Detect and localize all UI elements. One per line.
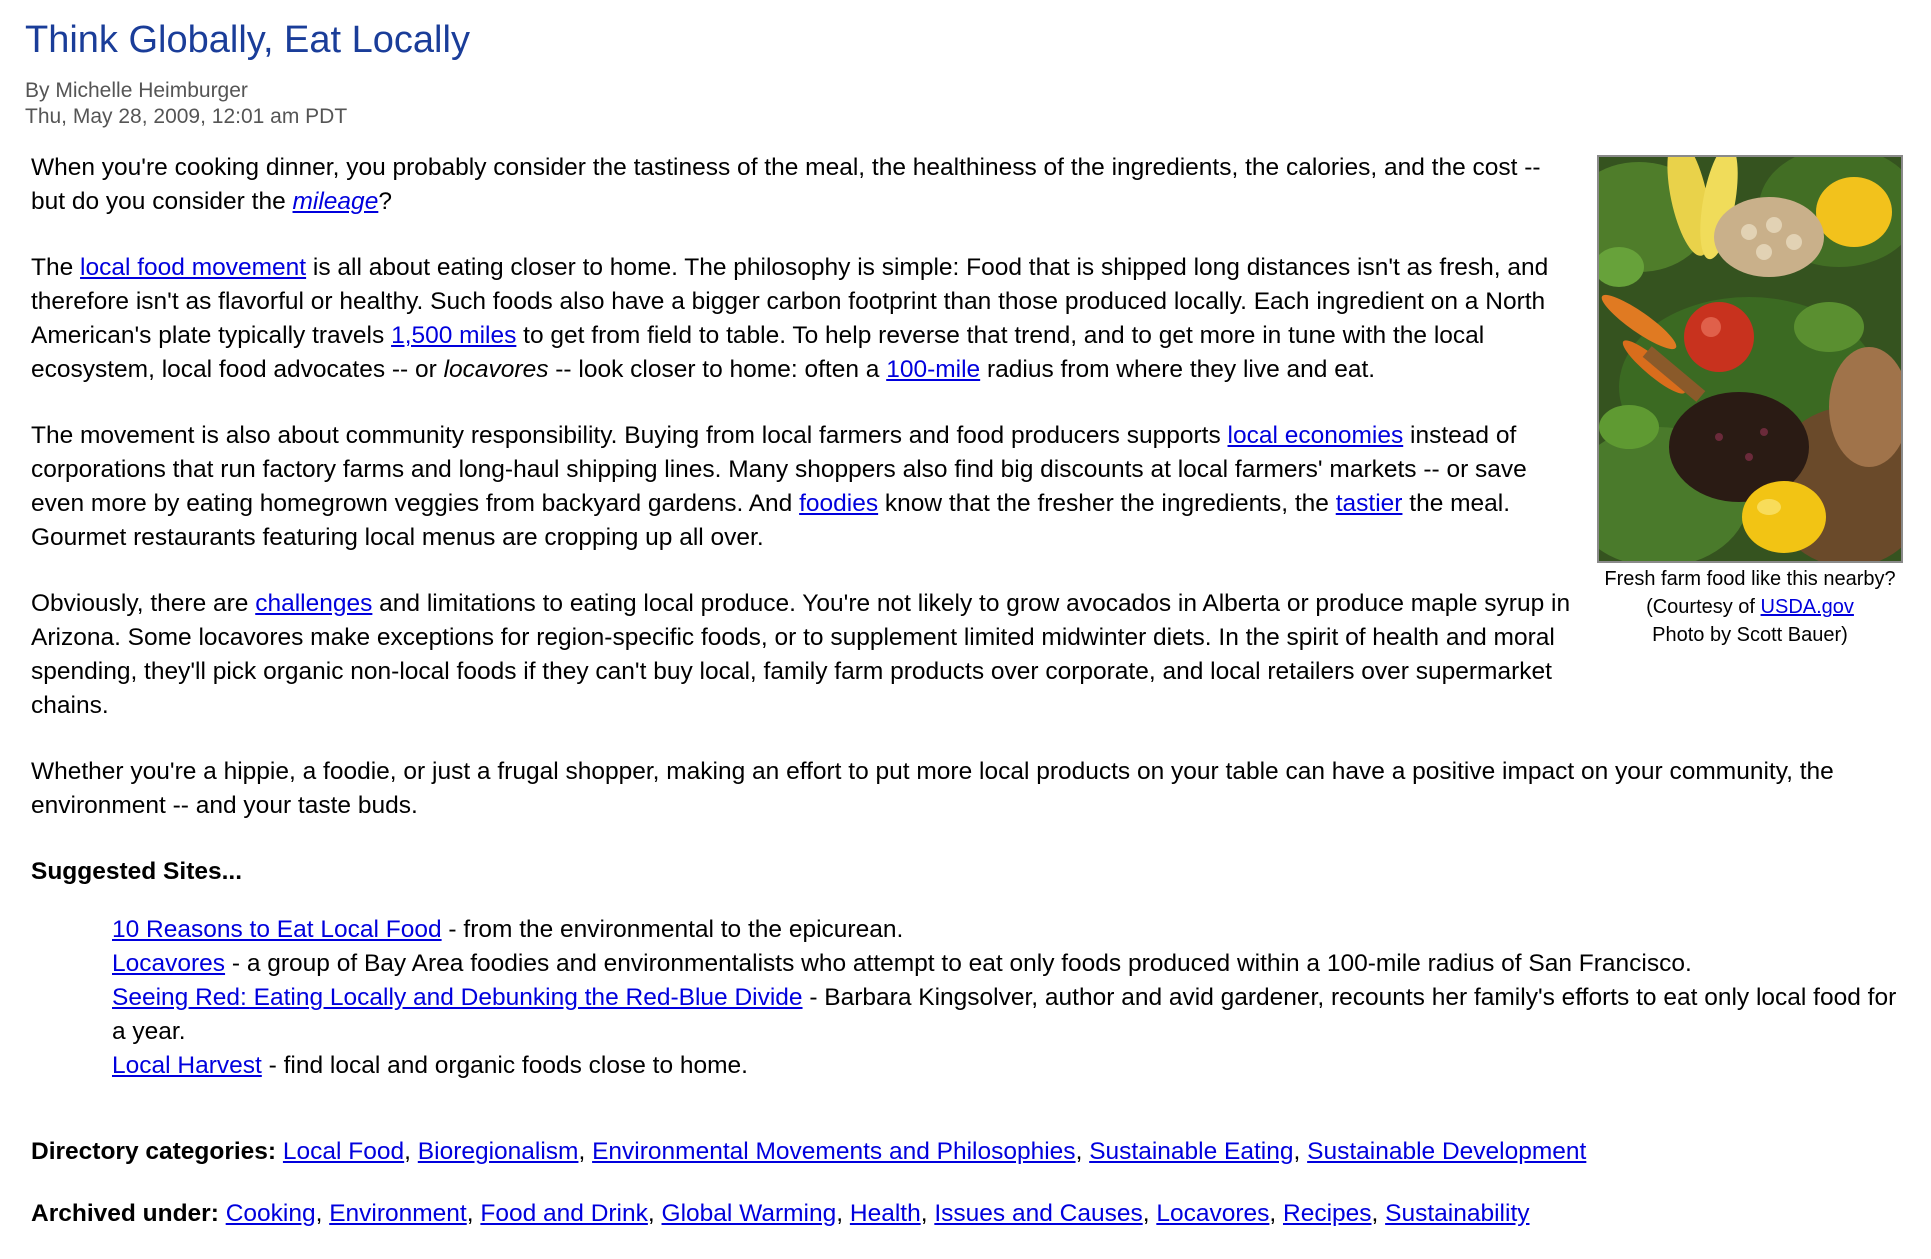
photo-caption-line2: [1589, 593, 1911, 621]
link-separator: ,: [836, 1200, 850, 1227]
photo-figure: [1589, 155, 1911, 649]
suggested-sites-list: [112, 913, 1911, 1083]
link-separator: ,: [466, 1200, 481, 1227]
link-separator: ,: [920, 1200, 935, 1227]
list-item: [112, 947, 1911, 981]
archive-category-link[interactable]: Health: [849, 1200, 921, 1227]
link-separator: ,: [1142, 1200, 1157, 1227]
archive-category-link[interactable]: Cooking: [225, 1200, 316, 1227]
directory-category-link[interactable]: Local Food: [282, 1138, 405, 1165]
directory-links: [283, 1138, 1586, 1165]
site-description: - find local and organic foods close to home.: [261, 1052, 748, 1079]
list-item: [112, 1049, 1911, 1083]
suggested-site-link[interactable]: Seeing Red: Eating Locally and Debunking the Red-Blue Divide: [112, 984, 803, 1011]
text: the meal. Gourmet restaurants featuring local menus are cropping up all over.: [31, 490, 1511, 551]
link-separator: ,: [404, 1138, 418, 1165]
suggested-site-link[interactable]: Local Harvest: [112, 1052, 262, 1079]
local-economies-link[interactable]: local economies: [1227, 422, 1404, 449]
archive-category-link[interactable]: Environment: [329, 1200, 467, 1227]
text: The: [31, 254, 81, 281]
suggested-site-link[interactable]: 10 Reasons to Eat Local Food: [112, 916, 442, 943]
archive-category-link[interactable]: Food and Drink: [480, 1200, 648, 1227]
text: The movement is also about community responsibility. Buying from local farmers and food producers supports: [31, 422, 1228, 449]
archive-category-link[interactable]: Issues and Causes: [934, 1200, 1143, 1227]
archive-category-link[interactable]: Locavores: [1156, 1200, 1270, 1227]
link-separator: ,: [1293, 1138, 1308, 1165]
local-food-movement-link[interactable]: local food movement: [80, 254, 307, 281]
archive-category-link[interactable]: Sustainability: [1385, 1200, 1530, 1227]
paragraph-5: [31, 755, 1911, 823]
text: radius from where they live and eat.: [980, 356, 1376, 383]
foodies-link[interactable]: foodies: [799, 490, 879, 517]
mileage-link[interactable]: [293, 188, 379, 215]
archive-category-link[interactable]: Recipes: [1283, 1200, 1372, 1227]
tastier-link[interactable]: tastier: [1335, 490, 1403, 517]
archived-under: [31, 1197, 1911, 1231]
article-body: [31, 151, 1911, 1259]
suggested-sites-heading: Suggested Sites...: [31, 858, 243, 885]
caption-prefix: (Courtesy of: [1646, 596, 1761, 618]
article-title: Think Globally, Eat Locally: [25, 19, 470, 61]
text: Obviously, there are: [31, 590, 256, 617]
directory-category-link[interactable]: Bioregionalism: [417, 1138, 579, 1165]
text: to get from field to table. To help reverse that trend, and to get more in tune with the local ecosystem, local food advocates -- or: [31, 322, 1485, 383]
directory-label: Directory categories:: [31, 1138, 277, 1165]
directory-category-link[interactable]: Sustainable Development: [1307, 1138, 1587, 1165]
text: instead of corporations that run factory farms and long-haul shipping lines. Many shoppers also find big discounts at local farmers' markets -- or save even more by eating homegrown veggies from backyard gardens. And: [31, 422, 1527, 517]
directory-category-link[interactable]: Sustainable Eating: [1089, 1138, 1294, 1165]
directory-categories: [31, 1135, 1911, 1169]
list-item: [112, 981, 1911, 1049]
list-item: [112, 913, 1911, 947]
text: -- look closer to home: often a: [548, 356, 887, 383]
archive-category-link[interactable]: Global Warming: [661, 1200, 837, 1227]
photo-caption-line3: Photo by Scott Bauer): [1652, 624, 1848, 646]
publish-date: Thu, May 28, 2009, 12:01 am PDT: [25, 105, 348, 128]
text: is all about eating closer to home. The philosophy is simple: Food that is shipped long distances isn't as fresh, and therefore isn't as flavorful or healthy. Such foods also have a bigger carbon footprint than those produced locally. Each ingredient on a North American's plate typically travels: [31, 254, 1549, 349]
link-separator: ,: [1371, 1200, 1386, 1227]
archived-links: [226, 1200, 1530, 1227]
link-separator: ,: [1269, 1200, 1283, 1227]
usda-link[interactable]: USDA.gov: [1760, 596, 1854, 618]
locavores-emphasis: locavores: [443, 356, 549, 383]
text: ?: [378, 188, 392, 215]
directory-category-link[interactable]: Environmental Movements and Philosophies: [592, 1138, 1076, 1165]
site-description: - from the environmental to the epicurean.: [441, 916, 904, 943]
suggested-site-link[interactable]: Locavores: [112, 950, 226, 977]
link-separator: ,: [1075, 1138, 1090, 1165]
link-separator: ,: [647, 1200, 662, 1227]
site-description: - a group of Bay Area foodies and environmentalists who attempt to eat only foods produced within a 100-mile radius of San Francisco.: [225, 950, 1692, 977]
text: know that the fresher the ingredients, the: [878, 490, 1336, 517]
byline: [25, 78, 347, 130]
photo-caption-line1: Fresh farm food like this nearby?: [1604, 568, 1896, 590]
link-separator: ,: [315, 1200, 330, 1227]
mileage-link-text[interactable]: mileage: [292, 188, 379, 215]
site-description: - Barbara Kingsolver, author and avid gardener, recounts her family's efforts to eat only local food for a year.: [112, 984, 1897, 1045]
text: When you're cooking dinner, you probably consider the tastiness of the meal, the healthiness of the ingredients, the calories, and the cost -- but do you consider the: [31, 154, 1541, 215]
archived-label: Archived under:: [31, 1200, 219, 1227]
text: and limitations to eating local produce. You're not likely to grow avocados in Alberta or produce maple syrup in Arizona. Some locavores make exceptions for region-specific foods, or to supplement limited midwinter diets. In the spirit of health and moral spending, they'll pick organic non-local foods if they can't buy local, family farm products over corporate, and local retailers over supermarket chains.: [31, 590, 1571, 719]
1500-miles-link[interactable]: 1,500 miles: [391, 322, 517, 349]
text: Whether you're a hippie, a foodie, or just a frugal shopper, making an effort to put more local products on your table can have a positive impact on your community, the environment -- and your taste buds.: [31, 758, 1834, 819]
link-separator: ,: [578, 1138, 593, 1165]
vegetables-photo: [1597, 155, 1903, 563]
100-mile-link[interactable]: 100-mile: [886, 356, 981, 383]
author-name: By Michelle Heimburger: [25, 79, 248, 102]
challenges-link[interactable]: challenges: [255, 590, 373, 617]
